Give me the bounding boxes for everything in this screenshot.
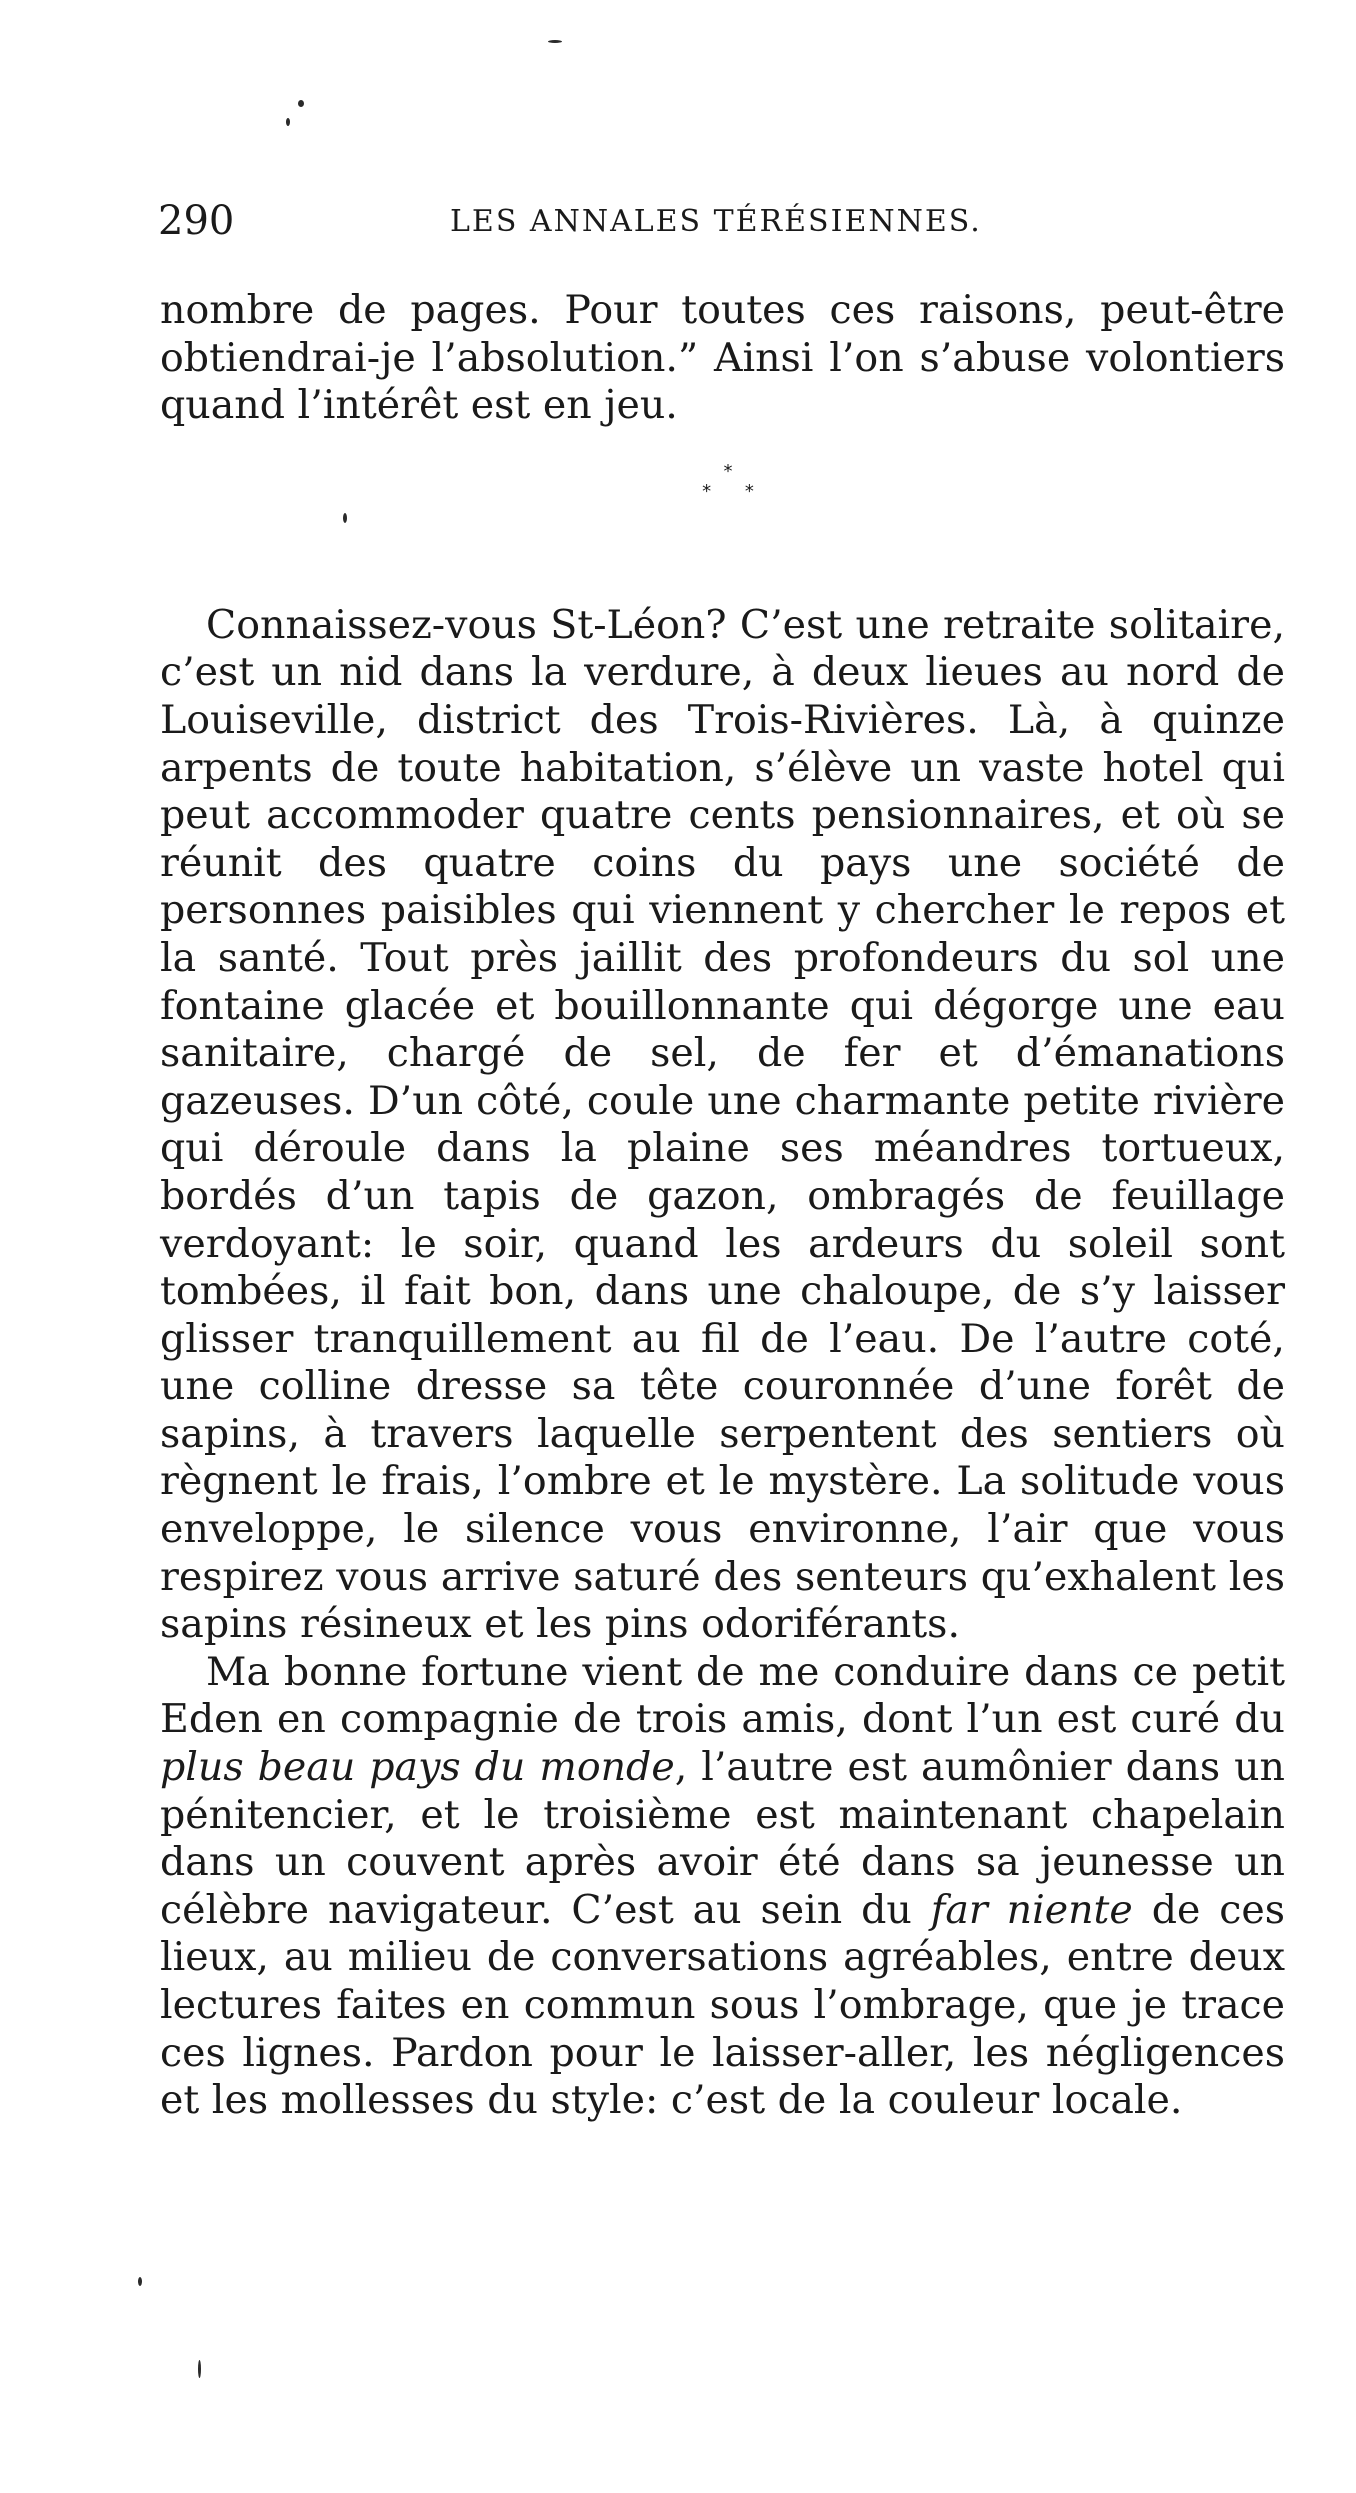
opening-paragraph: nombre de pages. Pour toutes ces raisons, peut-être obtiendrai-je l’absolution.” Ainsi l’on s’abuse volontiers quand l’intérêt est en jeu.: [160, 287, 1285, 429]
scan-speck: [198, 2360, 201, 2378]
scan-speck: [298, 100, 304, 107]
scan-speck: [138, 2277, 142, 2286]
section-separator: [160, 430, 1285, 602]
paragraph-st-leon: Connaissez-vous St-Léon? C’est une retraite solitaire, c’est un nid dans la verdure, à deux lieues au nord de Louiseville, district des Trois-Rivières. Là, à quinze arpents de toute habitation, s’élève un vaste hotel qui peut accommoder quatre cents pensionnaires, et où se réunit des quatre coins du pays une société de personnes paisibles qui viennent y chercher le repos et la santé. Tout près jaillit des profondeurs du sol une fontaine glacée et bouillonnante qui dégorge une eau sanitaire, chargé de sel, de fer et d’émanations gazeuses. D’un côté, coule une charmante petite rivière qui déroule dans la plaine ses méandres tortueux, bordés d’un tapis de gazon, ombragés de feuillage verdoyant: le soir, quand les ardeurs du soleil sont tombées, il fait bon, dans une chaloupe, de s’y laisser glisser tranquillement au fil de l’eau. De l’autre coté, une colline dresse sa tête couronnée d’une forêt de sapins, à travers laquelle serpentent des sentiers où règnent le frais, l’ombre et le mystère. La solitude vous enveloppe, le silence vous environne, l’air que vous respirez vous arrive saturé des senteurs qu’exhalent les sapins résineux et les pins odoriférants.: [160, 601, 1285, 1648]
scan-speck: [343, 513, 347, 523]
page-header: [158, 196, 1208, 246]
separator-top-star: *: [723, 460, 733, 482]
paragraph-text-part-2: , l’autre est aumônier dans un pénitencier, et le troisième est maintenant chapelain dans un couvent après avoir été dans sa jeunesse un célèbre navigateur. C’est au sein du: [160, 1744, 1285, 1933]
italic-phrase-beau-pays: plus beau pays du monde: [160, 1744, 675, 1791]
scan-speck: [548, 40, 562, 43]
page-number: 290: [158, 198, 235, 244]
body-text: [160, 287, 1285, 2125]
paragraph-bonne-fortune: [160, 1649, 1285, 2125]
paragraph-text-part-3: de ces lieux, au milieu de conversations agréables, entre deux lectures faites en commun sous l’ombrage, que je trace ces lignes. Pardon pour le laisser-aller, les négligences et les mollesses du style: c’est de la couleur locale.: [160, 1886, 1286, 2124]
paragraph-text-part-1: Ma bonne fortune vient de me conduire dans ce petit Eden en compagnie de trois amis, dont l’un est curé du: [160, 1648, 1285, 1743]
scan-speck: [286, 118, 290, 126]
running-title: LES ANNALES TÉRÉSIENNES.: [450, 204, 982, 239]
asterism-icon: [688, 462, 768, 502]
separator-bottom-stars: * *: [702, 480, 768, 502]
italic-phrase-far-niente: far niente: [930, 1886, 1133, 1933]
